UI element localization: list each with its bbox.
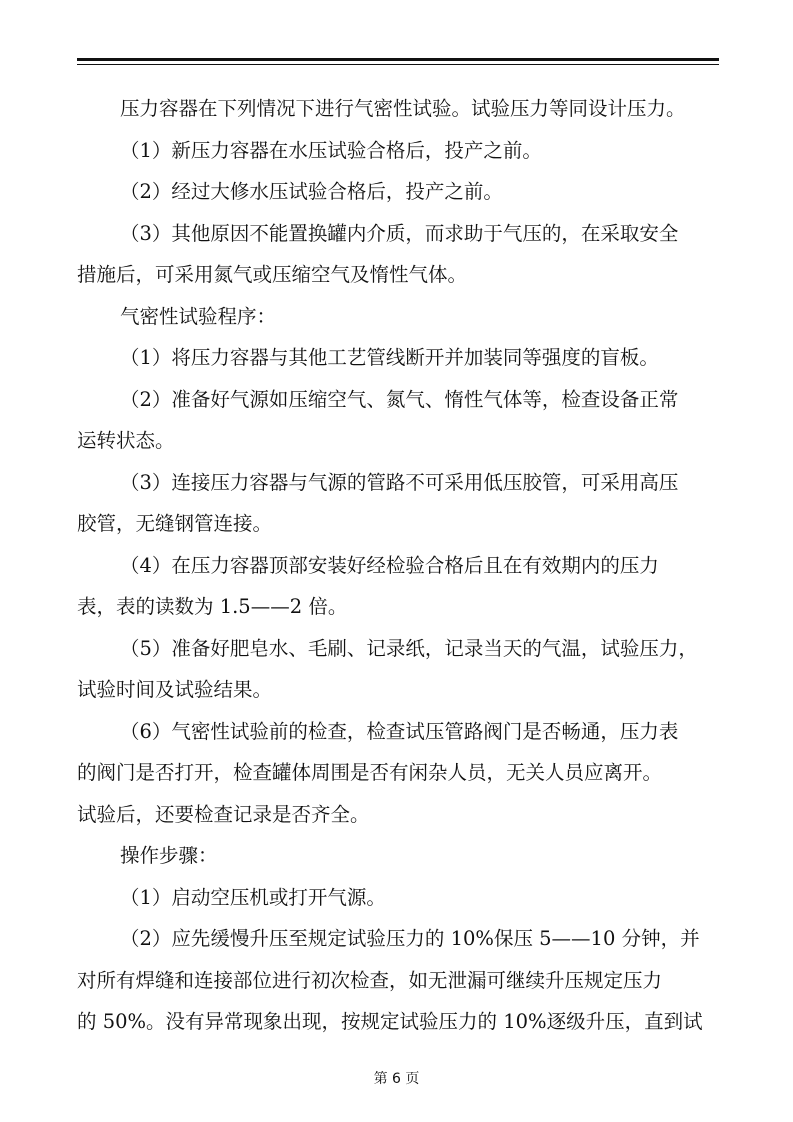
section-heading: 气密性试验程序： <box>120 304 277 328</box>
paragraph-line: （1）新压力容器在水压试验合格后，投产之前。 <box>120 138 542 162</box>
paragraph-line: 的阀门是否打开，检查罐体周围是否有闲杂人员，无关人员应离开。 <box>77 761 663 784</box>
paragraph-line: （2）准备好气源如压缩空气、氮气、惰性气体等，检查设备正常 <box>120 387 679 411</box>
paragraph-line: （3）连接压力容器与气源的管路不可采用低压胶管，可采用高压 <box>120 470 679 494</box>
paragraph-line: 措施后，可采用氮气或压缩空气及惰性气体。 <box>77 263 468 286</box>
paragraph-line: 对所有焊缝和连接部位进行初次检查，如无泄漏可继续升压规定压力 <box>77 968 663 992</box>
header-rule-thin <box>77 64 719 65</box>
paragraph-line: 表，表的读数为 1.5——2 倍。 <box>77 595 348 618</box>
header-rule <box>77 58 719 61</box>
paragraph-line: 运转状态。 <box>77 429 175 452</box>
page-number: 第 6 页 <box>373 1071 420 1087</box>
paragraph-line: （4）在压力容器顶部安装好经检验合格后且在有效期内的压力 <box>120 553 659 577</box>
paragraph-line: 试验时间及试验结果。 <box>77 678 273 701</box>
paragraph-line: （1）启动空压机或打开气源。 <box>120 885 386 909</box>
paragraph-line: 压力容器在下列情况下进行气密性试验。试验压力等同设计压力。 <box>120 97 686 120</box>
paragraph-line: （6）气密性试验前的检查，检查试压管路阀门是否畅通，压力表 <box>120 719 679 743</box>
paragraph-line: （1）将压力容器与其他工艺管线断开并加装同等强度的盲板。 <box>120 346 659 369</box>
paragraph-line: 试验后，还要检查记录是否齐全。 <box>77 802 370 826</box>
section-heading: 操作步骤： <box>120 844 218 867</box>
paragraph-line: 的 50%。没有异常现象出现，按规定试验压力的 10%逐级升压，直到试 <box>77 1010 703 1033</box>
document-body <box>77 88 717 1043</box>
paragraph-line: （5）准备好肥皂水、毛刷、记录纸，记录当天的气温，试验压力， <box>120 636 698 660</box>
paragraph-line: （2）经过大修水压试验合格后，投产之前。 <box>120 180 503 203</box>
paragraph-line: （2）应先缓慢升压至规定试验压力的 10%保压 5——10 分钟，并 <box>120 927 700 950</box>
paragraph-line: （3）其他原因不能置换罐内介质，而求助于气压的，在采取安全 <box>120 221 679 245</box>
paragraph-line: 胶管，无缝钢管连接。 <box>77 512 273 535</box>
